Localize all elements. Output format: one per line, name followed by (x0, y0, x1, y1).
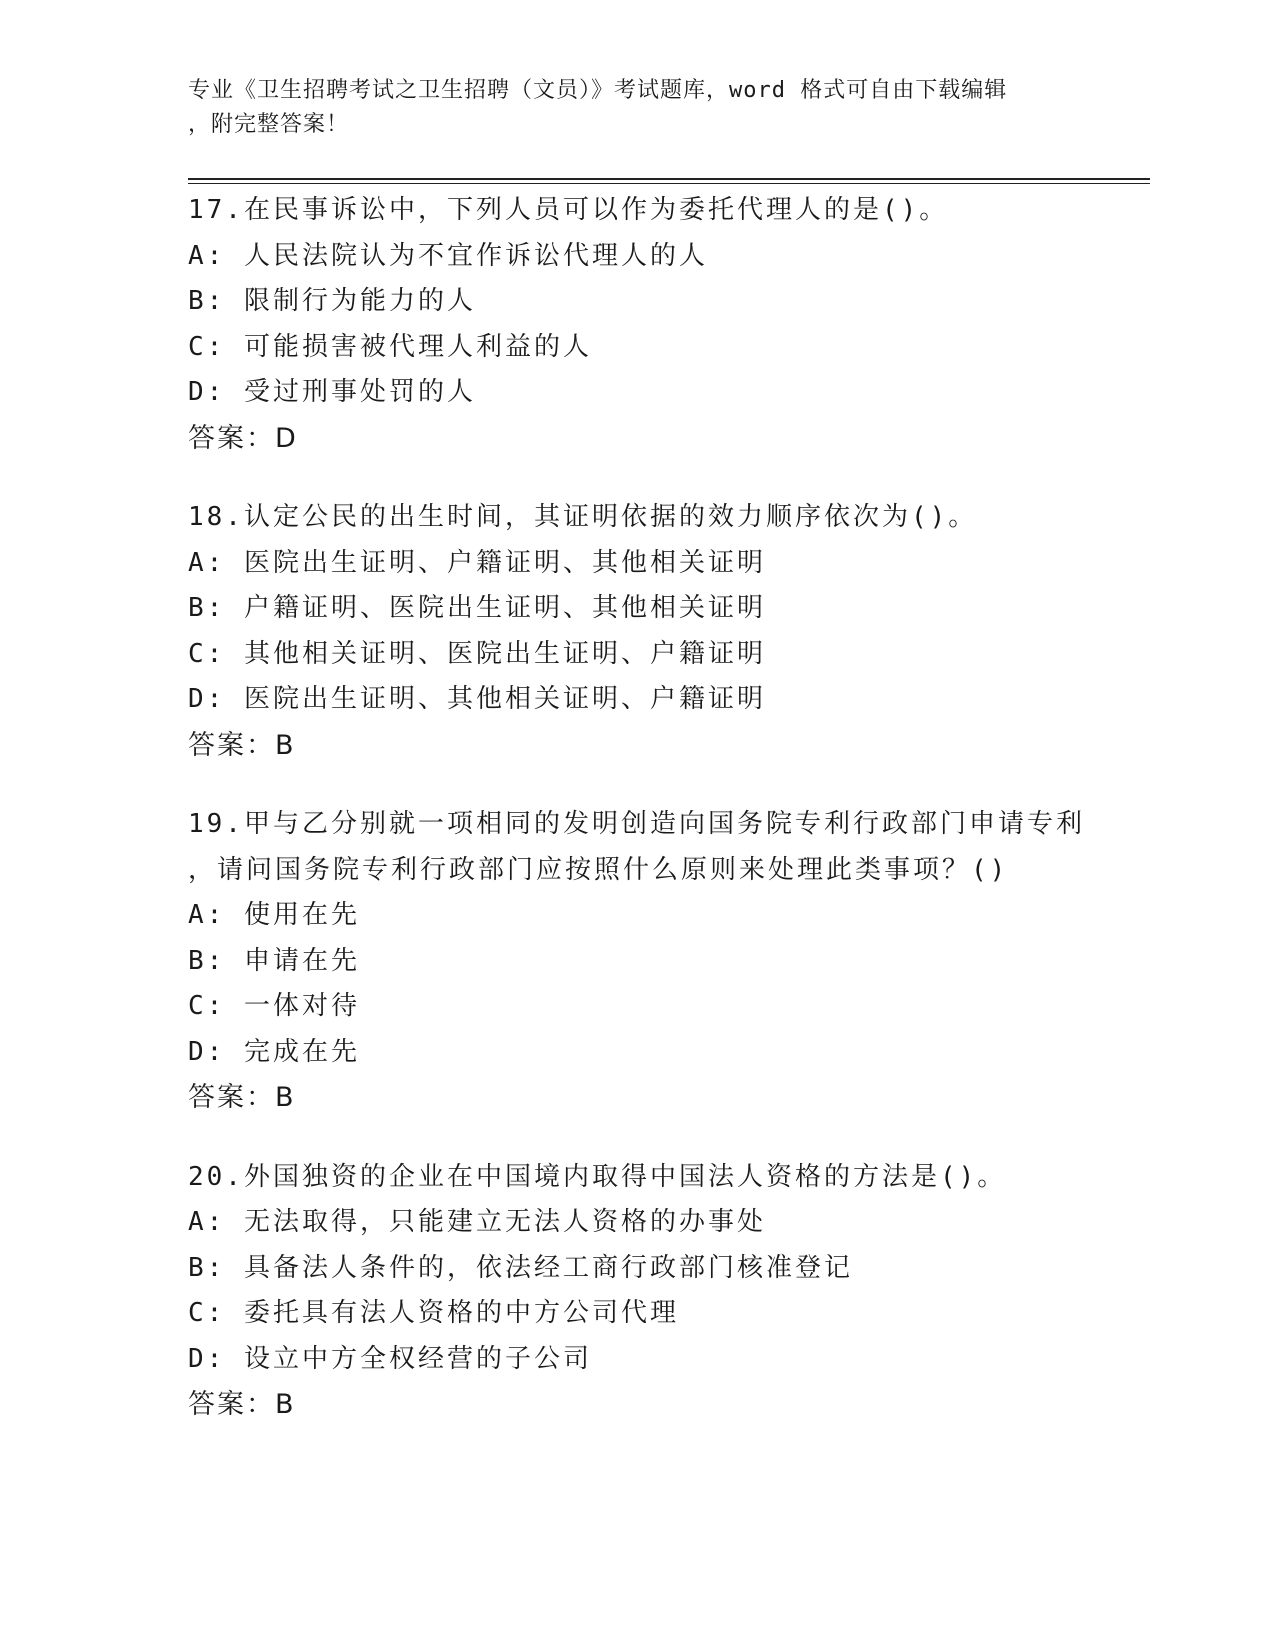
question-text: 18.认定公民的出生时间，其证明依据的效力顺序依次为()。 (188, 502, 978, 532)
question-19 (188, 802, 1148, 1121)
document-header (188, 74, 1068, 142)
header-line-2: ，附完整答案！ (188, 112, 350, 137)
question-text-line-1: 19.甲与乙分别就一项相同的发明创造向国务院专利行政部门申请专利 (188, 809, 1085, 839)
answer-line: 答案：B (188, 729, 296, 761)
option-b: B: 具备法人条件的，依法经工商行政部门核准登记 (188, 1252, 853, 1283)
question-17 (188, 188, 1148, 461)
option-a: A: 医院出生证明、户籍证明、其他相关证明 (188, 547, 766, 578)
option-b: B: 申请在先 (188, 945, 360, 976)
header-line-1: 专业《卫生招聘考试之卫生招聘（文员）》考试题库，word 格式可自由下载编辑 (188, 78, 1008, 103)
question-list (188, 188, 1148, 1462)
option-d: D: 设立中方全权经营的子公司 (188, 1343, 592, 1374)
question-text: 17.在民事诉讼中，下列人员可以作为委托代理人的是()。 (188, 195, 949, 225)
question-20 (188, 1155, 1148, 1428)
option-b: B: 户籍证明、医院出生证明、其他相关证明 (188, 593, 766, 623)
option-d: D: 完成在先 (188, 1036, 360, 1067)
option-a: A: 使用在先 (188, 900, 360, 930)
answer-line: 答案：B (188, 1389, 296, 1420)
question-18 (188, 495, 1148, 768)
option-b: B: 限制行为能力的人 (188, 286, 476, 316)
option-d: D: 医院出生证明、其他相关证明、户籍证明 (188, 684, 766, 714)
option-c: C: 其他相关证明、医院出生证明、户籍证明 (188, 638, 766, 669)
header-divider-thick (188, 178, 1150, 180)
header-divider-thin (188, 183, 1150, 184)
option-a: A: 无法取得，只能建立无法人资格的办事处 (188, 1207, 766, 1237)
option-c: C: 可能损害被代理人利益的人 (188, 331, 592, 362)
question-text: 20.外国独资的企业在中国境内取得中国法人资格的方法是()。 (188, 1161, 1007, 1192)
answer-line: 答案：D (188, 422, 298, 454)
option-c: C: 委托具有法人资格的中方公司代理 (188, 1298, 679, 1328)
question-text-line-2: ，请问国务院专利行政部门应按照什么原则来处理此类事项？() (188, 854, 1009, 885)
option-a: A: 人民法院认为不宜作诉讼代理人的人 (188, 240, 708, 271)
option-d: D: 受过刑事处罚的人 (188, 377, 476, 407)
option-c: C: 一体对待 (188, 991, 360, 1021)
answer-line: 答案：B (188, 1082, 296, 1113)
